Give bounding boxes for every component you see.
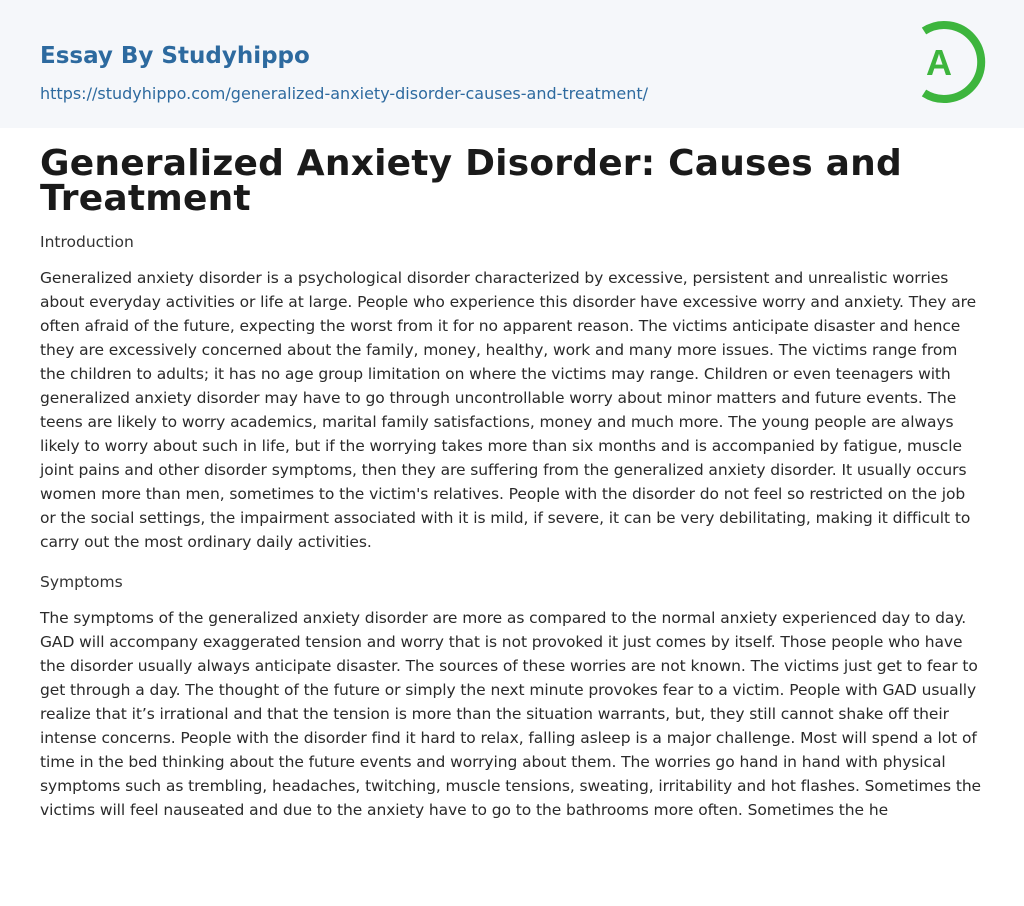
section-heading-symptoms: Symptoms bbox=[40, 573, 123, 591]
section-heading-introduction: Introduction bbox=[40, 233, 134, 251]
studyhippo-logo-icon[interactable] bbox=[912, 19, 986, 105]
article-title: Generalized Anxiety Disorder: Causes and Treatment bbox=[40, 143, 902, 219]
introduction-paragraph: Generalized anxiety disorder is a psychological disorder characterized by excessive, persistent and unrealistic worries about everyday activities or life at large. People who experience this disorder have excessive worry and anxiety. They are often afraid of the future, expecting the worst from it for no apparent reason. The victims anticipate disaster and hence they are excessively concerned about the family, money, healthy, work and many more issues. The victims range from the children to adults; it has no age group limitation on where the victims may range. Children or even teenagers with generalized anxiety disorder may have to go through uncontrollable worry about minor matters and future events. The teens are likely to worry academics, marital family satisfactions, money and much more. The young people are always likely to worry about such in life, but if the worrying takes more than six months and is accompanied by fatigue, muscle joint pains and other disorder symptoms, then they are suffering from the generalized anxiety disorder. It usually occurs women more than men, sometimes to the victim's relatives. People with the disorder do not feel so restricted on the job or the social settings, the impairment associated with it is mild, if severe, it can be very debilitating, making it difficult to carry out the most ordinary daily activities. bbox=[40, 269, 977, 551]
source-url-link[interactable]: https://studyhippo.com/generalized-anxiety-disorder-causes-and-treatment/ bbox=[40, 84, 649, 103]
symptoms-paragraph: The symptoms of the generalized anxiety disorder are more as compared to the normal anxiety experienced day to day. GAD will accompany exaggerated tension and worry that is not provoked it just comes by itself. Those people who have the disorder usually always anticipate disaster. The sources of these worries are not known. The victims just get to fear to get through a day. The thought of the future or simply the next minute provokes fear to a victim. People with GAD usually realize that it’s irrational and that the tension is more than the situation warrants, but, they still cannot shake off their intense concerns. People with the disorder find it hard to relax, falling asleep is a major challenge. Most will spend a lot of time in the bed thinking about the future events and worrying about them. The worries go hand in hand with physical symptoms such as trembling, headaches, twitching, muscle tensions, sweating, irritability and hot flashes. Sometimes the victims will feel nauseated and due to the anxiety have to go to the bathrooms more often. Sometimes the he bbox=[40, 609, 982, 819]
site-header bbox=[0, 0, 1024, 128]
article-content bbox=[40, 143, 984, 822]
brand-title[interactable]: Essay By Studyhippo bbox=[40, 43, 310, 69]
logo-letter: A bbox=[926, 42, 952, 83]
